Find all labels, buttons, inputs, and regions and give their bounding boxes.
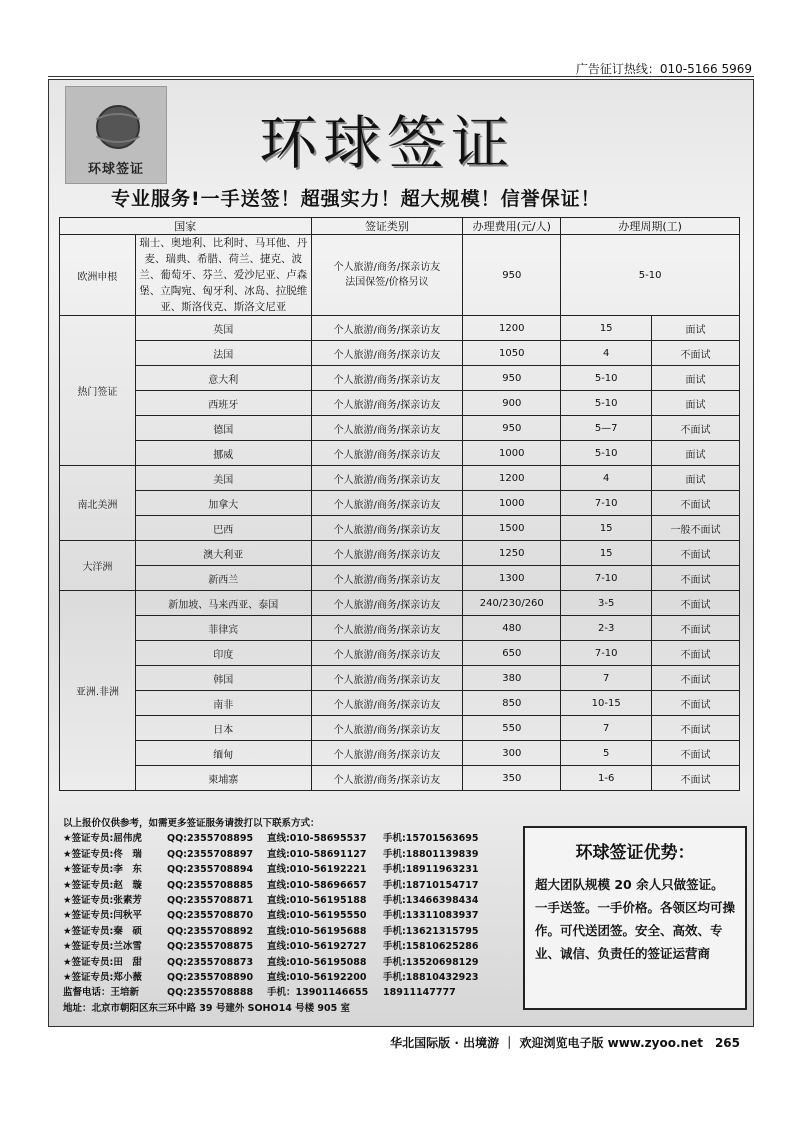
globe-icon	[96, 105, 140, 149]
country-cell: 菲律宾	[135, 616, 311, 641]
period-cell: 7	[561, 666, 652, 691]
country-cell: 南非	[135, 691, 311, 716]
contact-qq: QQ:2355708875	[167, 941, 254, 953]
contact-name: ★签证专员:赵 璇	[63, 879, 142, 891]
fee-cell: 950	[463, 235, 561, 316]
contact-row	[63, 970, 479, 985]
period-cell: 3-5	[561, 591, 652, 616]
visa-type-cell: 个人旅游/商务/探亲访友	[311, 416, 463, 441]
table-row	[60, 641, 740, 666]
interview-cell: 不面试	[652, 766, 740, 791]
contact-qq: QQ:2355708897	[167, 848, 254, 860]
contact-tel: 直线:010-56192221	[267, 864, 367, 876]
contact-mobile: 手机:13621315795	[383, 925, 479, 937]
country-cell: 韩国	[135, 666, 311, 691]
contact-qq: QQ:2355708885	[167, 879, 254, 891]
table-row	[60, 466, 740, 491]
country-cell: 英国	[135, 316, 311, 341]
period-cell: 2-3	[561, 616, 652, 641]
interview-cell: 不面试	[652, 691, 740, 716]
contact-qq: QQ:2355708895	[167, 833, 254, 845]
table-row	[60, 591, 740, 616]
contact-tel: 直线:010-58696657	[267, 879, 367, 891]
country-cell: 法国	[135, 341, 311, 366]
contact-mobile: 手机:13311083937	[383, 910, 479, 922]
visa-type-cell: 个人旅游/商务/探亲访友	[311, 441, 463, 466]
contact-qq: QQ:2355708870	[167, 910, 254, 922]
company-logo	[65, 86, 167, 184]
fee-cell: 900	[463, 391, 561, 416]
visa-type-cell: 个人旅游/商务/探亲访友	[311, 691, 463, 716]
visa-type-cell: 个人旅游/商务/探亲访友	[311, 316, 463, 341]
header-country: 国家	[60, 218, 312, 235]
country-cell: 缅甸	[135, 741, 311, 766]
country-cell: 德国	[135, 416, 311, 441]
table-row	[60, 341, 740, 366]
ad-hotline: 广告征订热线：010-5166 5969	[575, 62, 752, 76]
address-line: 地址：北京市朝阳区东三环中路 39 号建外 SOHO14 号楼 905 室	[63, 1002, 351, 1014]
region-cell: 欧洲申根	[60, 235, 136, 316]
country-cell: 意大利	[135, 366, 311, 391]
contact-row	[63, 955, 479, 970]
europe-countries-cell: 瑞士、奥地利、比利时、马耳他、丹麦、瑞典、希腊、荷兰、捷克、波兰、葡萄牙、芬兰、爱沙尼亚、卢森堡、立陶宛、匈牙利、冰岛、拉脱维亚、斯洛伐克、斯洛文尼亚	[135, 235, 311, 316]
contact-name: ★签证专员:佟 瑞	[63, 848, 142, 860]
visa-type-cell: 个人旅游/商务/探亲访友	[311, 516, 463, 541]
contact-name: ★签证专员:李 东	[63, 864, 142, 876]
period-cell: 4	[561, 466, 652, 491]
table-row	[60, 366, 740, 391]
supervisor-mobile: 手机：13901146655	[267, 987, 369, 999]
interview-cell: 不面试	[652, 541, 740, 566]
contact-tel: 直线:010-56192200	[267, 972, 367, 984]
table-row	[60, 516, 740, 541]
fee-cell: 850	[463, 691, 561, 716]
fee-cell: 1200	[463, 466, 561, 491]
region-cell: 大洋洲	[60, 541, 136, 591]
interview-cell: 一般不面试	[652, 516, 740, 541]
interview-cell: 面试	[652, 466, 740, 491]
period-cell: 5-10	[561, 441, 652, 466]
table-row	[60, 416, 740, 441]
table-row	[60, 666, 740, 691]
visa-type-cell: 个人旅游/商务/探亲访友	[311, 641, 463, 666]
country-cell: 挪威	[135, 441, 311, 466]
contact-row	[63, 862, 479, 877]
country-cell: 柬埔寨	[135, 766, 311, 791]
contact-row	[63, 878, 479, 893]
table-row	[60, 441, 740, 466]
contact-tel: 直线:010-56195688	[267, 925, 367, 937]
table-row	[60, 566, 740, 591]
table-row-europe	[60, 235, 740, 316]
interview-cell: 不面试	[652, 716, 740, 741]
visa-type-cell	[311, 235, 463, 316]
table-row	[60, 541, 740, 566]
contact-notes	[63, 816, 479, 1016]
contact-name: ★签证专员:屈伟虎	[63, 833, 142, 845]
supervisor-qq: QQ:2355708888	[167, 987, 254, 999]
contact-row	[63, 908, 479, 923]
advantage-title: 环球签证优势：	[575, 843, 695, 863]
contact-qq: QQ:2355708892	[167, 925, 254, 937]
contact-name: ★签证专员:田 甜	[63, 956, 142, 968]
fee-cell: 480	[463, 616, 561, 641]
table-row	[60, 316, 740, 341]
period-cell: 15	[561, 541, 652, 566]
contact-row	[63, 924, 479, 939]
fee-cell: 950	[463, 366, 561, 391]
period-cell: 7-10	[561, 491, 652, 516]
fee-cell: 1200	[463, 316, 561, 341]
visa-type-cell: 个人旅游/商务/探亲访友	[311, 366, 463, 391]
visa-type-cell: 个人旅游/商务/探亲访友	[311, 341, 463, 366]
interview-cell: 不面试	[652, 591, 740, 616]
contact-tel: 直线:010-58691127	[267, 848, 367, 860]
contact-row	[63, 893, 479, 908]
visa-type-cell: 个人旅游/商务/探亲访友	[311, 591, 463, 616]
table-row	[60, 691, 740, 716]
supervisor-mobile-2: 18911147777	[383, 987, 456, 999]
contact-row	[63, 831, 479, 846]
advantage-box	[523, 826, 747, 1010]
interview-cell: 不面试	[652, 666, 740, 691]
visa-type-cell: 个人旅游/商务/探亲访友	[311, 766, 463, 791]
contact-tel: 直线:010-56195088	[267, 956, 367, 968]
period-cell: 5—7	[561, 416, 652, 441]
supervisor-name: 监督电话：王培新	[63, 987, 140, 999]
ad-panel	[48, 79, 754, 1027]
period-cell: 7	[561, 716, 652, 741]
page-footer: 华北国际版 · 出境游 ｜ 欢迎浏览电子版 www.zyoo.net 265	[390, 1036, 740, 1050]
period-cell: 5-10	[561, 391, 652, 416]
contact-mobile: 手机:18810432923	[383, 972, 479, 984]
visa-type-cell: 个人旅游/商务/探亲访友	[311, 566, 463, 591]
contact-mobile: 手机:15701563695	[383, 833, 479, 845]
fee-cell: 1500	[463, 516, 561, 541]
header-visa-type: 签证类别	[311, 218, 463, 235]
interview-cell: 不面试	[652, 741, 740, 766]
visa-type-cell: 个人旅游/商务/探亲访友	[311, 666, 463, 691]
contact-tel: 直线:010-56195550	[267, 910, 367, 922]
header-fee: 办理费用(元/人)	[463, 218, 561, 235]
fee-cell: 1000	[463, 441, 561, 466]
contact-tel: 直线:010-58695537	[267, 833, 367, 845]
table-row	[60, 766, 740, 791]
country-cell: 西班牙	[135, 391, 311, 416]
visa-type-cell: 个人旅游/商务/探亲访友	[311, 491, 463, 516]
contact-tel: 直线:010-56192727	[267, 941, 367, 953]
contact-tel: 直线:010-56195188	[267, 895, 367, 907]
contact-mobile: 手机:18911963231	[383, 864, 479, 876]
contact-name: ★签证专员:郑小薇	[63, 972, 142, 984]
contact-mobile: 手机:18801139839	[383, 848, 479, 860]
fee-cell: 550	[463, 716, 561, 741]
fee-cell: 1000	[463, 491, 561, 516]
interview-cell: 面试	[652, 366, 740, 391]
period-cell: 7-10	[561, 641, 652, 666]
period-cell: 15	[561, 316, 652, 341]
region-cell: 亚洲.非洲	[60, 591, 136, 791]
visa-type-cell: 个人旅游/商务/探亲访友	[311, 541, 463, 566]
fee-cell: 950	[463, 416, 561, 441]
contact-list	[63, 831, 479, 985]
visa-type-cell: 个人旅游/商务/探亲访友	[311, 741, 463, 766]
table-row	[60, 391, 740, 416]
interview-cell: 面试	[652, 441, 740, 466]
table-row	[60, 491, 740, 516]
contact-name: ★签证专员:闫秋平	[63, 910, 142, 922]
europe-type-line: 个人旅游/商务/探亲访友	[333, 262, 441, 273]
visa-type-cell: 个人旅游/商务/探亲访友	[311, 466, 463, 491]
country-cell: 巴西	[135, 516, 311, 541]
interview-cell: 面试	[652, 391, 740, 416]
fee-cell: 240/230/260	[463, 591, 561, 616]
ad-slogan: 专业服务!一手送签！超强实力！超大规模！信誉保证！	[111, 188, 601, 210]
interview-cell: 面试	[652, 316, 740, 341]
contact-row	[63, 847, 479, 862]
table-row	[60, 716, 740, 741]
country-cell: 美国	[135, 466, 311, 491]
ad-title: 环球签证	[259, 109, 516, 177]
contact-mobile: 手机:13466398434	[383, 895, 479, 907]
country-cell: 澳大利亚	[135, 541, 311, 566]
country-cell: 新加坡、马来西亚、泰国	[135, 591, 311, 616]
contact-name: ★签证专员:张素芳	[63, 895, 142, 907]
visa-type-cell: 个人旅游/商务/探亲访友	[311, 716, 463, 741]
table-row	[60, 616, 740, 641]
table-row	[60, 741, 740, 766]
advantage-text: 超大团队规模 20 余人只做签证。一手送签。一手价格。各领区均可操作。可代送团签。安全、高效、专业、诚信、负责任的签证运营商	[535, 877, 736, 961]
country-cell: 新西兰	[135, 566, 311, 591]
visa-type-cell: 个人旅游/商务/探亲访友	[311, 391, 463, 416]
visa-type-cell: 个人旅游/商务/探亲访友	[311, 616, 463, 641]
header-period: 办理周期(工)	[561, 218, 740, 235]
interview-cell: 不面试	[652, 416, 740, 441]
period-cell: 5-10	[561, 366, 652, 391]
contact-qq: QQ:2355708890	[167, 972, 254, 984]
contact-name: ★签证专员:秦 硕	[63, 925, 142, 937]
contact-row	[63, 939, 479, 954]
interview-cell: 不面试	[652, 566, 740, 591]
period-cell: 15	[561, 516, 652, 541]
period-cell: 4	[561, 341, 652, 366]
country-cell: 加拿大	[135, 491, 311, 516]
fee-cell: 1050	[463, 341, 561, 366]
contact-name: ★签证专员:兰冰雪	[63, 941, 142, 953]
supervisor-line	[63, 985, 479, 1000]
fee-cell: 1300	[463, 566, 561, 591]
contact-mobile: 手机:13520698129	[383, 956, 479, 968]
contact-qq: QQ:2355708871	[167, 895, 254, 907]
contact-mobile: 手机:18710154717	[383, 879, 479, 891]
interview-cell: 不面试	[652, 641, 740, 666]
interview-cell: 不面试	[652, 616, 740, 641]
notes-header: 以上报价仅供参考，如需更多签证服务请拨打以下联系方式：	[63, 818, 320, 829]
region-cell: 热门签证	[60, 316, 136, 466]
europe-type-line-2: 法国保签/价格另议	[345, 277, 429, 288]
fee-cell: 350	[463, 766, 561, 791]
period-cell: 5-10	[561, 235, 740, 316]
period-cell: 5	[561, 741, 652, 766]
contact-qq: QQ:2355708894	[167, 864, 254, 876]
fee-cell: 300	[463, 741, 561, 766]
fee-cell: 1250	[463, 541, 561, 566]
contact-mobile: 手机:15810625286	[383, 941, 479, 953]
logo-text: 环球签证	[87, 162, 144, 177]
region-cell: 南北美洲	[60, 466, 136, 541]
fee-cell: 380	[463, 666, 561, 691]
interview-cell: 不面试	[652, 491, 740, 516]
top-divider	[48, 76, 754, 77]
period-cell: 10-15	[561, 691, 652, 716]
country-cell: 日本	[135, 716, 311, 741]
interview-cell: 不面试	[652, 341, 740, 366]
contact-qq: QQ:2355708873	[167, 956, 254, 968]
visa-price-table	[59, 217, 740, 791]
country-cell: 印度	[135, 641, 311, 666]
period-cell: 7-10	[561, 566, 652, 591]
fee-cell: 650	[463, 641, 561, 666]
period-cell: 1-6	[561, 766, 652, 791]
